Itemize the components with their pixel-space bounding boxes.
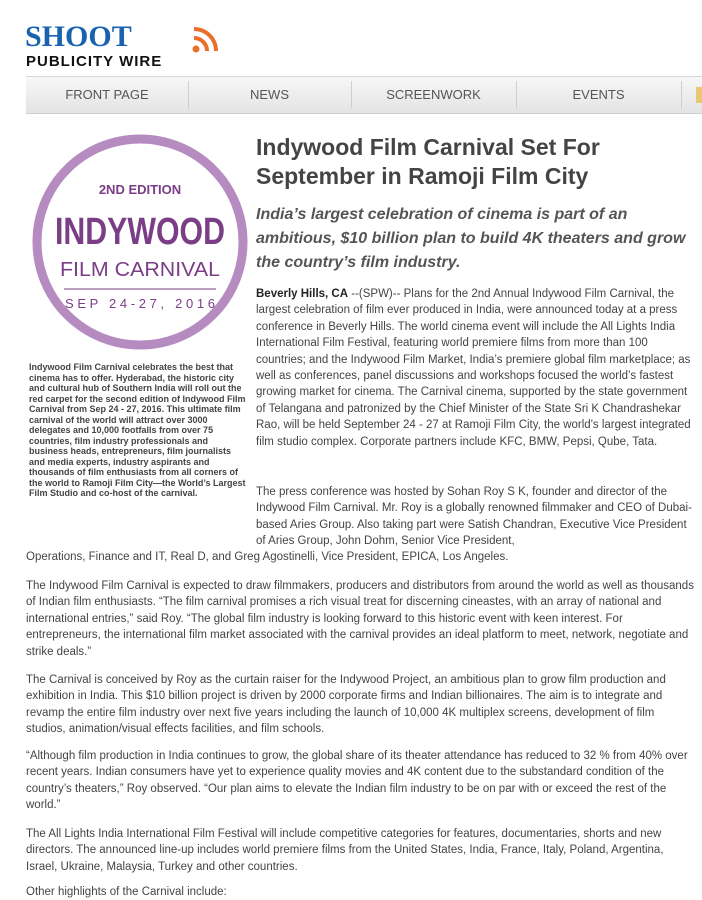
article-paragraph-3: The Indywood Film Carnival is expected to draw filmmakers, producers and distributors from around the world as well as thousands of Indian film enthusiasts. “The film carnival promises a rich visual treat for discerning cineastes, with an array of national and international entries,” said Roy. “The global film industry is looking forward to this historic event with keen interest. For entrepreneurs, the international film market associated with the carnival provides an ideal platform to meet, network, negotiate and strike deals.” [26,580,694,658]
seal-dates: SEP 24-27, 2016 [65,296,215,311]
site-logo[interactable] [25,22,225,72]
logo-brand-bottom: PUBLICITY WIRE [26,53,163,70]
image-caption: Indywood Film Carnival celebrates the best that cinema has to offer. Hyderabad, the historic city and cultural hub of Southern India will roll out the red carpet for the second edition of Indywood Film Carnival from Sep 24 - 27, 2016. This ultimate film carnival of the world will attract over 3000 delegates and 10,000 footfalls from over 75 countries, film industry professionals and business heads, entrepreneurs, film journalists and media experts, industry aspirants and thousands of film enthusiasts from all corners of the world to Ramoji Film City—the World’s Largest Film Studio and co-host of the carnival. [29,362,246,498]
seal-edition: 2ND EDITION [98,182,182,197]
main-navigation [26,76,702,114]
article-dateline: Beverly Hills, CA [256,288,349,300]
article-paragraph-1-text: --(SPW)-- Plans for the 2nd Annual Indywood Film Carnival, the largest celebration of film ever produced in India, were announced today at a press conference in Beverly Hills. The world cinema event will include the All Lights India International Film Festival, featuring world premiere films from more than 100 countries; and the Indywood Film Market, India’s premiere global film marketplace; as well as conferences, panel discussions and workshops focused the world’s fastest growing market for cinema. The Carnival cinema, supported by the state government of Telangana and patronized by the Chief Minister of the State Sri K Chandrashekar Rao, will be held September 24 - 27 at Ramoji Film City, the world's largest integrated film studio complex. Corporate partners include KFC, BMW, Pepsi, Qube, Tata. [256,288,691,448]
article-paragraph-1 [256,286,694,450]
article-paragraph-7: Other highlights of the Carnival include: [26,886,227,898]
nav-divider [681,81,682,109]
article-paragraph-4: The Carnival is conceived by Roy as the curtain raiser for the Indywood Project, an ambitious plan to grow film production and exhibition in India. This $10 billion project is driven by 2000 corporate firms and Indian billionaires. The aim is to integrate and revamp the entire film industry over next five years including the launch of 10,000 4K multiplex screens, development of film studios, animation/visual effects facilities, and film schools. [26,674,666,736]
nav-events[interactable]: EVENTS [572,87,625,102]
nav-overflow-edge [696,87,702,103]
nav-screenwork[interactable]: SCREENWORK [386,87,481,102]
article-paragraph-2: The press conference was hosted by Sohan Roy S K, founder and director of the Indywood Film Carnival. Mr. Roy is a globally renowned filmmaker and CEO of Dubai-based Aries Group. Also taking part were Satish Chandran, Executive Vice President of Aries Group, John Dohm, Senior Vice President, [256,486,692,548]
seal-name: INDYWOOD [55,211,225,253]
logo-brand-top: SHOOT [25,20,132,53]
nav-news[interactable]: NEWS [250,87,289,102]
article-paragraph-2-continued: Operations, Finance and IT, Real D, and Greg Agostinelli, Vice President, EPICA, Los Angeles. [26,551,509,563]
rss-signal-icon [191,24,221,54]
nav-front-page[interactable]: FRONT PAGE [65,87,149,102]
article-paragraph-5: “Although film production in India continues to grow, the global share of its theater attendance has reduced to 32 % from 40% over recent years. Indian consumers have yet to experience quality movies and 4K content due to the substandard condition of the country’s theaters,” Roy observed. “Our plan aims to elevate the Indian film industry to be on par with or exceed the rest of the world.” [26,750,688,812]
article-subhead: India’s largest celebration of cinema is part of an ambitious, $10 billion plan to build 4K theaters and grow the country’s film industry. [256,206,686,271]
seal-subtitle: FILM CARNIVAL [60,259,220,281]
indywood-seal-image [30,132,250,352]
article-paragraph-6: The All Lights India International Film Festival will include competitive categories for features, documentaries, shorts and new directors. The announced line-up includes world premiere films from the United States, India, France, Italy, Poland, Argentina, Israel, Ukraine, Malaysia, Turkey and other countries. [26,828,664,873]
article-headline: Indywood Film Carnival Set For September in Ramoji Film City [256,134,600,189]
